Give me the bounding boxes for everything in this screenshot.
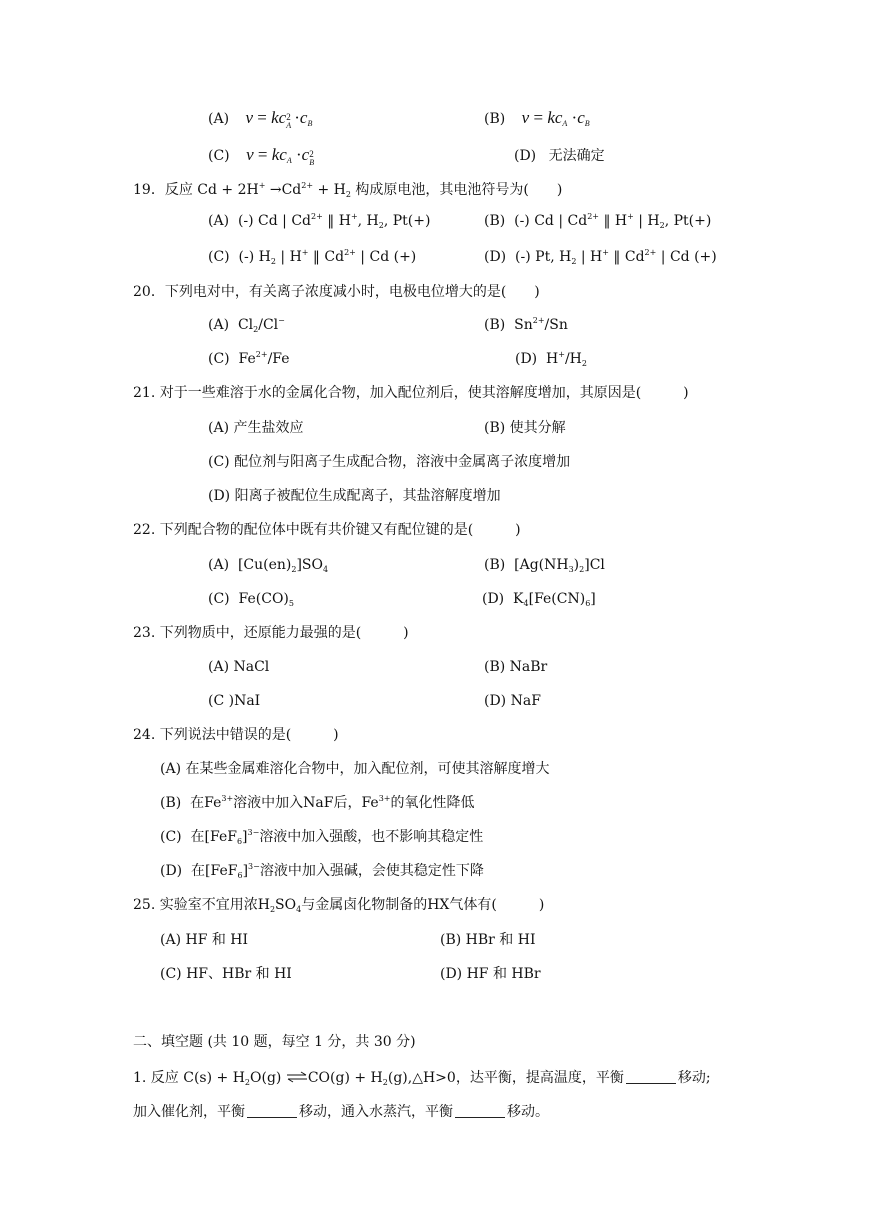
q25-option-b: (B) HBr 和 HI: [440, 932, 536, 948]
q19-option-b: (B) (-) Cd | $Cd^{2+}$ ‖ H+ | $H_2$, Pt(+): [484, 212, 712, 230]
q23-option-a: (A) NaCl: [208, 659, 270, 675]
q23-option-d: (D) NaF: [484, 693, 541, 709]
q19-option-a: (A) (-) Cd | $Cd^{2+}$ ‖ H+, $H_2$, Pt(+): [208, 212, 431, 230]
q19-option-c: (C) (-) $H_2$ | H+ ‖ $Cd^{2+}$ | Cd (+): [208, 248, 417, 266]
fill-q1-line1: 1. 反应 $C(s) + H_2O(g) CO(g)$ + $H_2(g),\triangle H>0$，达平衡，提高温度，平衡 移动;: [133, 1070, 711, 1087]
q18-option-d: [514, 146, 605, 166]
q21-stem: 21. 对于一些难溶于水的金属化合物，加入配位剂后，使其溶解度增加，其原因是( ): [133, 385, 689, 401]
q21-option-c: (C) 配位剂与阳离子生成配合物，溶液中金属离子浓度增加: [208, 454, 571, 470]
q24-option-d: (D) 在$[FeF_6]^{3-}$溶液中加入强碱，会使其稳定性下降: [160, 862, 484, 880]
rate-equation-b: $v = kc_A \cdot c_B$: [521, 108, 590, 128]
option-text: 无法确定: [548, 148, 605, 164]
q20-stem: 20．下列电对中，有关离子浓度减小时，电极电位增大的是( ): [133, 284, 540, 300]
q23-option-b: (B) NaBr: [484, 659, 548, 675]
answer-blank[interactable]: [455, 1103, 505, 1118]
q23-option-c: (C )NaI: [208, 693, 261, 709]
option-label: (B): [484, 111, 506, 127]
answer-blank[interactable]: [247, 1103, 297, 1118]
q24-option-c: (C) 在$[FeF_6]^{3-}$溶液中加入强酸，也不影响其稳定性: [160, 828, 484, 846]
q25-option-d: (D) HF 和 HBr: [440, 966, 541, 982]
q20-option-b: (B) $Sn^{2+}/Sn$: [484, 316, 568, 333]
q18-option-b: [484, 108, 590, 129]
option-label: (A): [208, 111, 230, 127]
q25-option-a: (A) HF 和 HI: [160, 932, 249, 948]
q24-stem: 24. 下列说法中错误的是( ): [133, 727, 339, 743]
q23-stem: 23. 下列物质中，还原能力最强的是( ): [133, 625, 409, 641]
section-heading: 二、填空题 (共 10 题，每空 1 分，共 30 分): [133, 1034, 416, 1050]
q22-option-d: (D) $K_4[Fe(CN)_6]$: [482, 591, 596, 608]
answer-blank[interactable]: [626, 1069, 676, 1084]
option-label: (D): [514, 148, 537, 164]
q22-stem: 22. 下列配合物的配位体中既有共价键又有配位键的是( ): [133, 522, 521, 538]
rate-equation-c: $v = kc_A \cdot c$ 2 B: [246, 145, 315, 167]
q22-option-a: (A) $[Cu(en)_2]SO_4$: [208, 557, 329, 574]
q24-option-b: (B) 在$Fe^{3+}$溶液中加入NaF后，$Fe^{3+}$的氧化性降低: [160, 794, 475, 811]
q20-option-c: (C) $Fe^{2+}/Fe$: [208, 350, 290, 367]
q21-option-a: (A) 产生盐效应: [208, 420, 304, 436]
q24-option-a: (A) 在某些金属难溶化合物中，加入配位剂，可使其溶解度增大: [160, 761, 550, 777]
equilibrium-arrow-icon: [286, 1071, 308, 1083]
fill-q1-line2: 加入催化剂，平衡 移动，通入水蒸汽，平衡 移动。: [133, 1104, 549, 1120]
q20-option-a: (A) $Cl_2/Cl^-$: [208, 316, 285, 334]
q20-option-d: (D) $H^+/H_2$: [515, 350, 587, 368]
rate-equation-a: v = kc 2 A $\cdot c_B$: [245, 108, 313, 130]
q19-stem: 19．反应 $Cd + 2H^+ \to Cd^{2+} + H_2$ 构成原电池，其电池符号为( ): [133, 181, 563, 199]
q25-stem: 25. 实验室不宜用浓$H_2SO_4$与金属卤化物制备的HX气体有( ): [133, 897, 545, 914]
q18-option-c: [208, 145, 317, 166]
q22-option-b: (B) $[Ag(NH_3)_2]Cl$: [484, 557, 605, 574]
q22-option-c: (C) $Fe(CO)_5$: [208, 591, 294, 608]
q18-option-a: [208, 108, 312, 129]
q19-option-d: (D) (-) Pt, $H_2$ | H+ ‖ $Cd^{2+}$ | Cd (+): [484, 248, 717, 266]
q21-option-d: (D) 阳离子被配位生成配离子，其盐溶解度增加: [208, 488, 501, 504]
q21-option-b: (B) 使其分解: [484, 420, 566, 436]
q25-option-c: (C) HF、HBr 和 HI: [160, 966, 292, 982]
option-label: (C): [208, 148, 230, 164]
